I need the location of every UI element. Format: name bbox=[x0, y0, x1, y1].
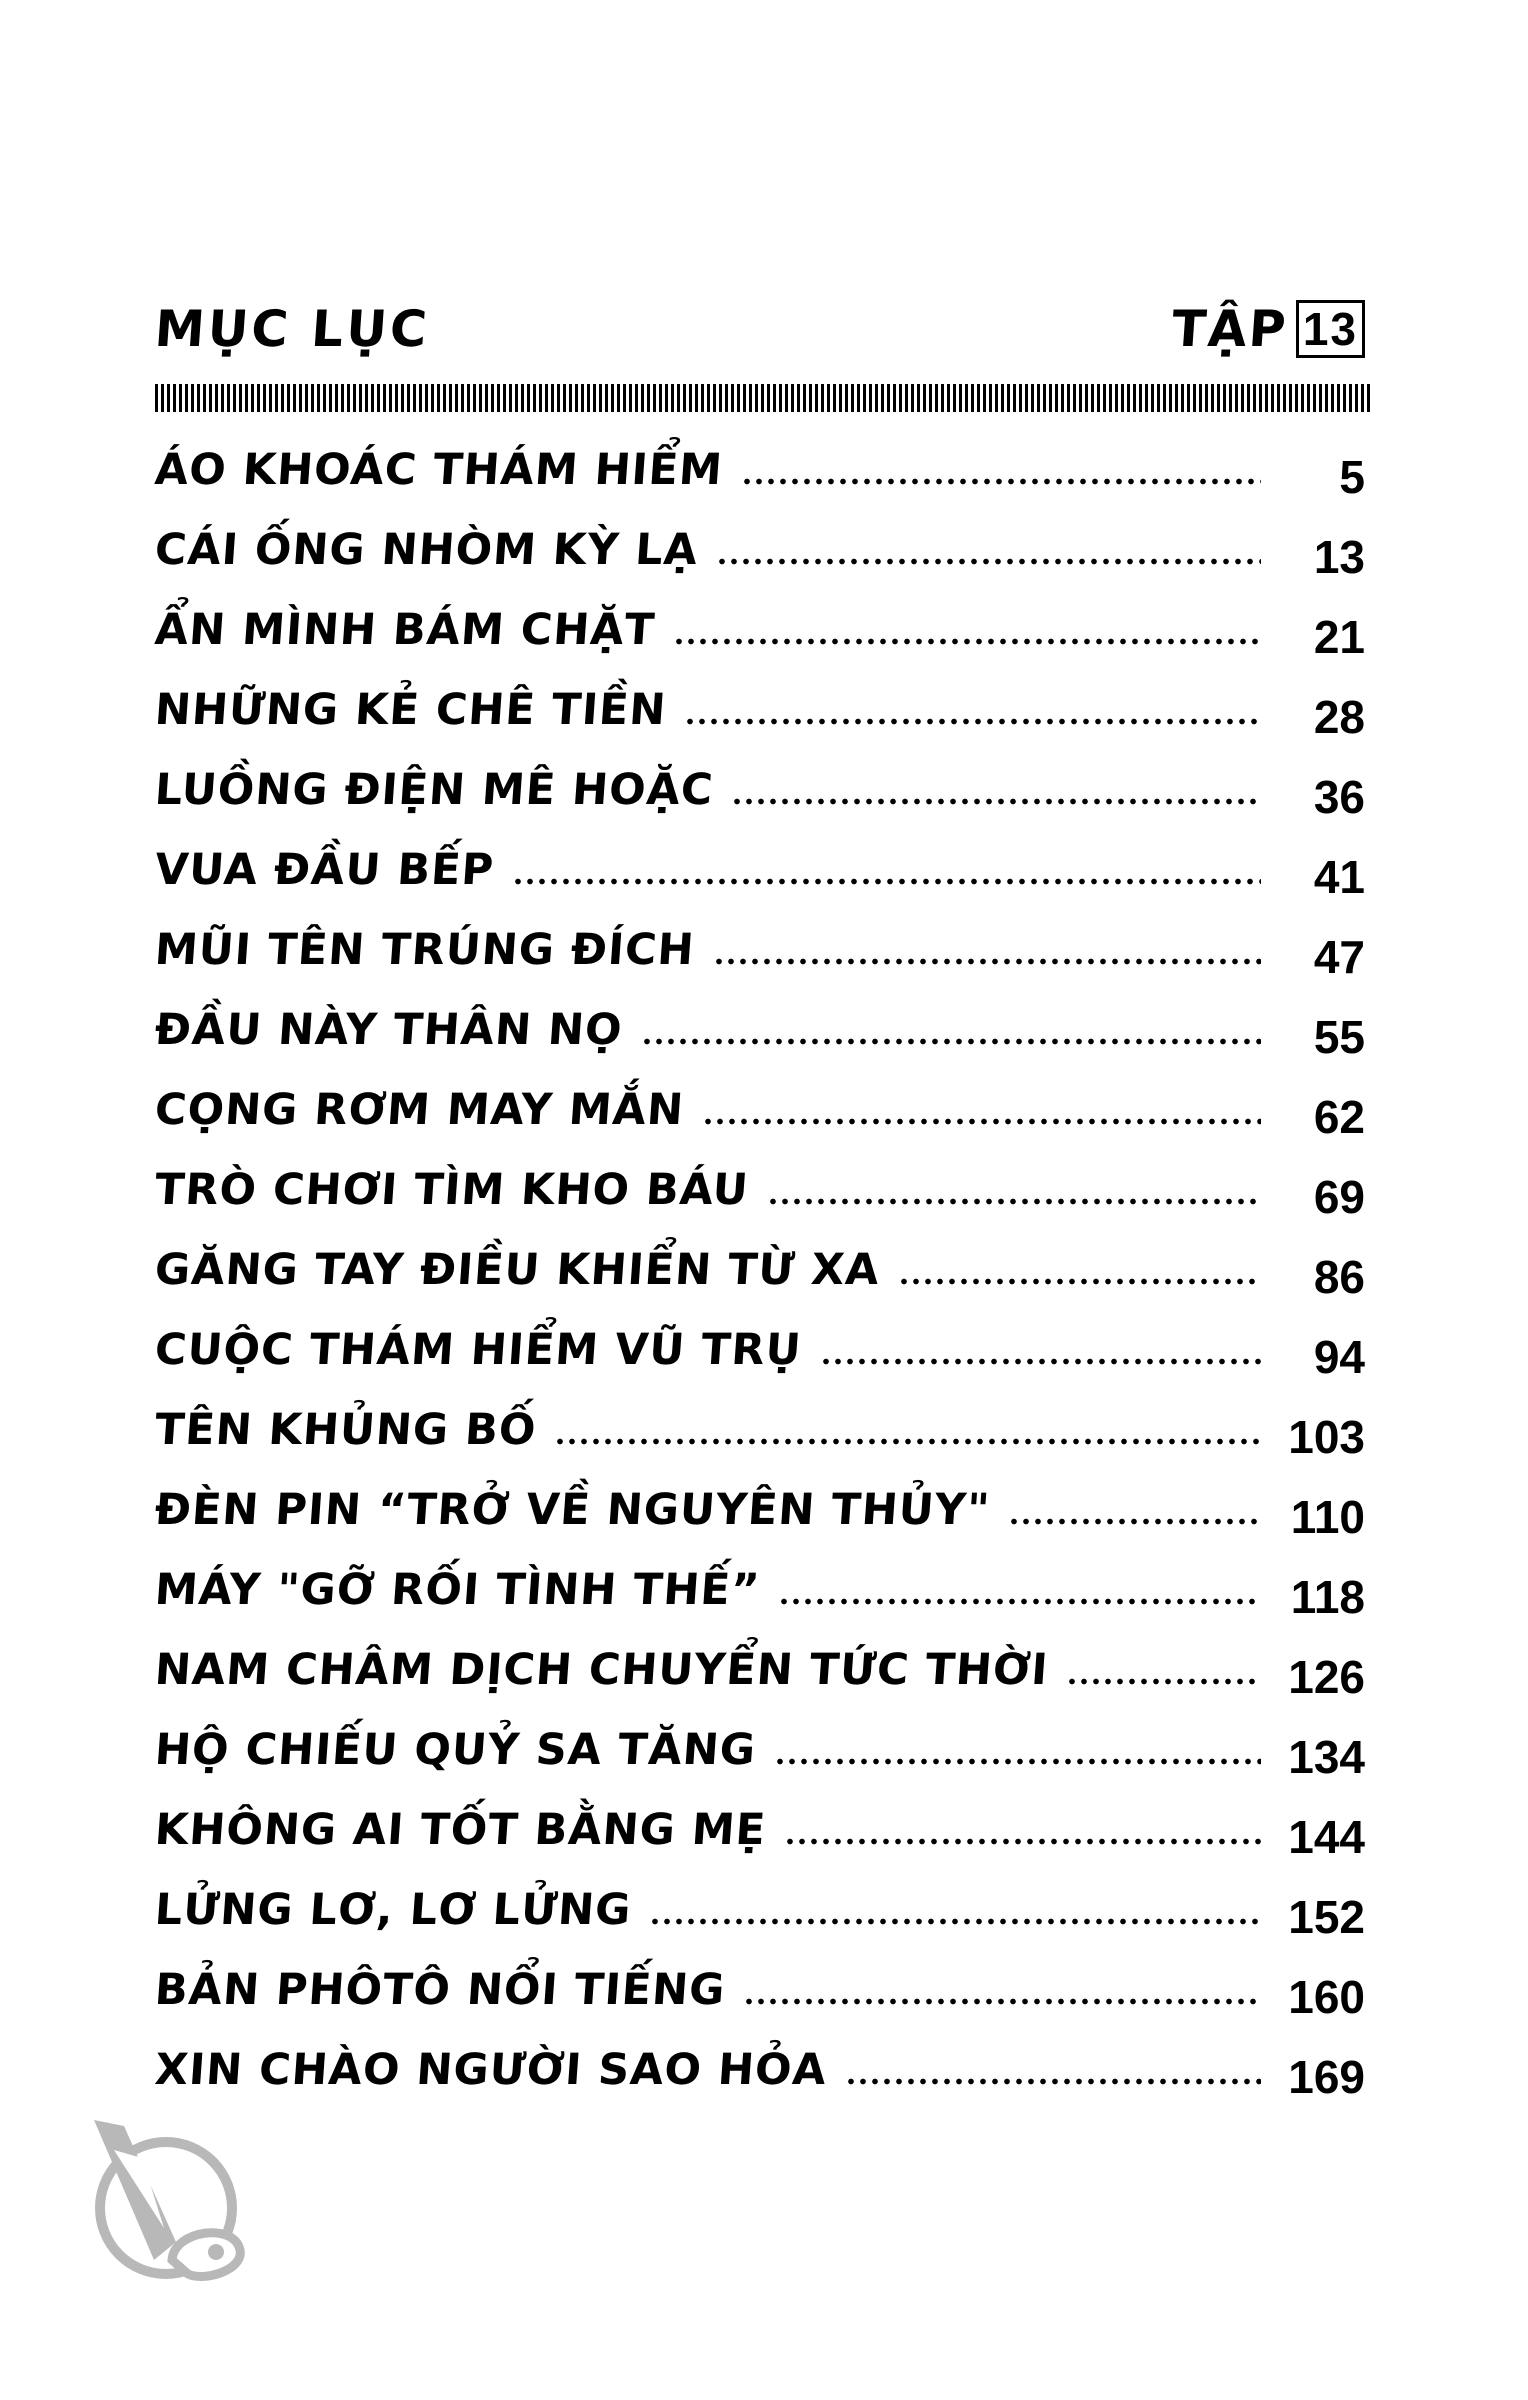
entry-page-number: 5 bbox=[1339, 451, 1365, 503]
dot-leader bbox=[898, 1278, 1261, 1285]
entry-page-number: 41 bbox=[1313, 851, 1365, 903]
table-of-contents bbox=[155, 430, 1365, 2110]
volume-number-box: 13 bbox=[1296, 300, 1365, 358]
toc-entry[interactable] bbox=[155, 1790, 1365, 1870]
entry-page-number: 160 bbox=[1288, 1971, 1365, 2023]
entry-page-number: 36 bbox=[1313, 771, 1365, 823]
toc-entry[interactable] bbox=[155, 590, 1365, 670]
toc-header bbox=[152, 290, 1365, 370]
dot-leader bbox=[512, 878, 1261, 885]
entry-page-number: 86 bbox=[1313, 1251, 1365, 1303]
dot-leader bbox=[713, 958, 1261, 965]
toc-entry[interactable] bbox=[155, 990, 1365, 1070]
page-title: MỤC LỤC bbox=[152, 300, 432, 358]
toc-entry[interactable] bbox=[155, 2030, 1365, 2110]
dot-leader bbox=[716, 558, 1261, 565]
volume-label: TẬP bbox=[1170, 300, 1290, 358]
entry-page-number: 169 bbox=[1288, 2051, 1365, 2103]
entry-title: ĐÈN PIN “TRỞ VỀ NGUYÊN THỦY" bbox=[153, 1485, 992, 1535]
publisher-logo-icon bbox=[84, 2110, 264, 2290]
dot-leader bbox=[743, 1998, 1261, 2005]
entry-page-number: 62 bbox=[1313, 1091, 1365, 1143]
entry-title: VUA ĐẦU BẾP bbox=[153, 845, 496, 895]
toc-entry[interactable] bbox=[155, 1710, 1365, 1790]
entry-page-number: 69 bbox=[1313, 1171, 1365, 1223]
toc-entry[interactable] bbox=[155, 830, 1365, 910]
entry-title: CỌNG RƠM MAY MẮN bbox=[153, 1085, 686, 1135]
entry-page-number: 126 bbox=[1288, 1651, 1365, 1703]
dot-leader bbox=[820, 1358, 1261, 1365]
dot-leader bbox=[1066, 1678, 1261, 1685]
dot-leader bbox=[741, 478, 1261, 485]
entry-page-number: 47 bbox=[1313, 931, 1365, 983]
entry-title: ĐẦU NÀY THÂN NỌ bbox=[153, 1005, 625, 1055]
entry-title: ÁO KHOÁC THÁM HIỂM bbox=[153, 445, 725, 495]
entry-page-number: 13 bbox=[1313, 531, 1365, 583]
toc-entry[interactable] bbox=[155, 430, 1365, 510]
dot-leader bbox=[784, 1838, 1261, 1845]
toc-entry[interactable] bbox=[155, 1470, 1365, 1550]
dot-leader bbox=[554, 1438, 1261, 1445]
toc-entry[interactable] bbox=[155, 510, 1365, 590]
entry-page-number: 118 bbox=[1290, 1571, 1365, 1623]
entry-page-number: 103 bbox=[1288, 1411, 1365, 1463]
dot-leader bbox=[684, 718, 1261, 725]
entry-title: KHÔNG AI TỐT BẰNG MẸ bbox=[153, 1805, 768, 1855]
toc-entry[interactable] bbox=[155, 1390, 1365, 1470]
entry-page-number: 152 bbox=[1288, 1891, 1365, 1943]
toc-entry[interactable] bbox=[155, 1950, 1365, 2030]
entry-page-number: 110 bbox=[1290, 1491, 1365, 1543]
toc-entry[interactable] bbox=[155, 1150, 1365, 1230]
dot-leader bbox=[845, 2078, 1261, 2085]
entry-title: GĂNG TAY ĐIỀU KHIỂN TỪ XA bbox=[153, 1245, 882, 1295]
dot-leader bbox=[774, 1758, 1261, 1765]
dot-leader bbox=[1008, 1518, 1261, 1525]
entry-title: LỬNG LƠ, LƠ LỬNG bbox=[153, 1885, 634, 1935]
entry-page-number: 144 bbox=[1288, 1811, 1365, 1863]
entry-page-number: 55 bbox=[1313, 1011, 1365, 1063]
entry-page-number: 94 bbox=[1313, 1331, 1365, 1383]
toc-entry[interactable] bbox=[155, 1550, 1365, 1630]
entry-title: BẢN PHÔTÔ NỔI TIẾNG bbox=[153, 1965, 728, 2015]
entry-title: CUỘC THÁM HIỂM VŨ TRỤ bbox=[153, 1325, 804, 1375]
toc-entry[interactable] bbox=[155, 910, 1365, 990]
volume-indicator bbox=[1172, 300, 1365, 358]
hatched-divider bbox=[155, 384, 1373, 412]
dot-leader bbox=[767, 1198, 1261, 1205]
dot-leader bbox=[731, 798, 1261, 805]
entry-title: TÊN KHỦNG BỐ bbox=[153, 1405, 539, 1455]
entry-title: LUỒNG ĐIỆN MÊ HOẶC bbox=[153, 765, 716, 815]
entry-title: MÁY "GỠ RỐI TÌNH THẾ” bbox=[153, 1565, 762, 1615]
dot-leader bbox=[649, 1918, 1261, 1925]
toc-entry[interactable] bbox=[155, 1070, 1365, 1150]
dot-leader bbox=[778, 1598, 1261, 1605]
toc-entry[interactable] bbox=[155, 750, 1365, 830]
entry-title: ẨN MÌNH BÁM CHẶT bbox=[153, 605, 657, 655]
entry-page-number: 28 bbox=[1313, 691, 1365, 743]
entry-page-number: 134 bbox=[1288, 1731, 1365, 1783]
dot-leader bbox=[673, 638, 1261, 645]
entry-page-number: 21 bbox=[1313, 611, 1365, 663]
entry-title: NAM CHÂM DỊCH CHUYỂN TỨC THỜI bbox=[153, 1645, 1051, 1695]
dot-leader bbox=[702, 1118, 1261, 1125]
toc-entry[interactable] bbox=[155, 1310, 1365, 1390]
entry-title: NHỮNG KẺ CHÊ TIỀN bbox=[153, 685, 669, 735]
toc-entry[interactable] bbox=[155, 1630, 1365, 1710]
toc-entry[interactable] bbox=[155, 1230, 1365, 1310]
toc-entry[interactable] bbox=[155, 670, 1365, 750]
entry-title: MŨI TÊN TRÚNG ĐÍCH bbox=[153, 925, 697, 975]
toc-entry[interactable] bbox=[155, 1870, 1365, 1950]
entry-title: HỘ CHIẾU QUỶ SA TĂNG bbox=[153, 1725, 758, 1775]
entry-title: TRÒ CHƠI TÌM KHO BÁU bbox=[153, 1165, 751, 1215]
dot-leader bbox=[641, 1038, 1261, 1045]
entry-title: XIN CHÀO NGƯỜI SAO HỎA bbox=[153, 2045, 829, 2095]
entry-title: CÁI ỐNG NHÒM KỲ LẠ bbox=[153, 525, 700, 575]
